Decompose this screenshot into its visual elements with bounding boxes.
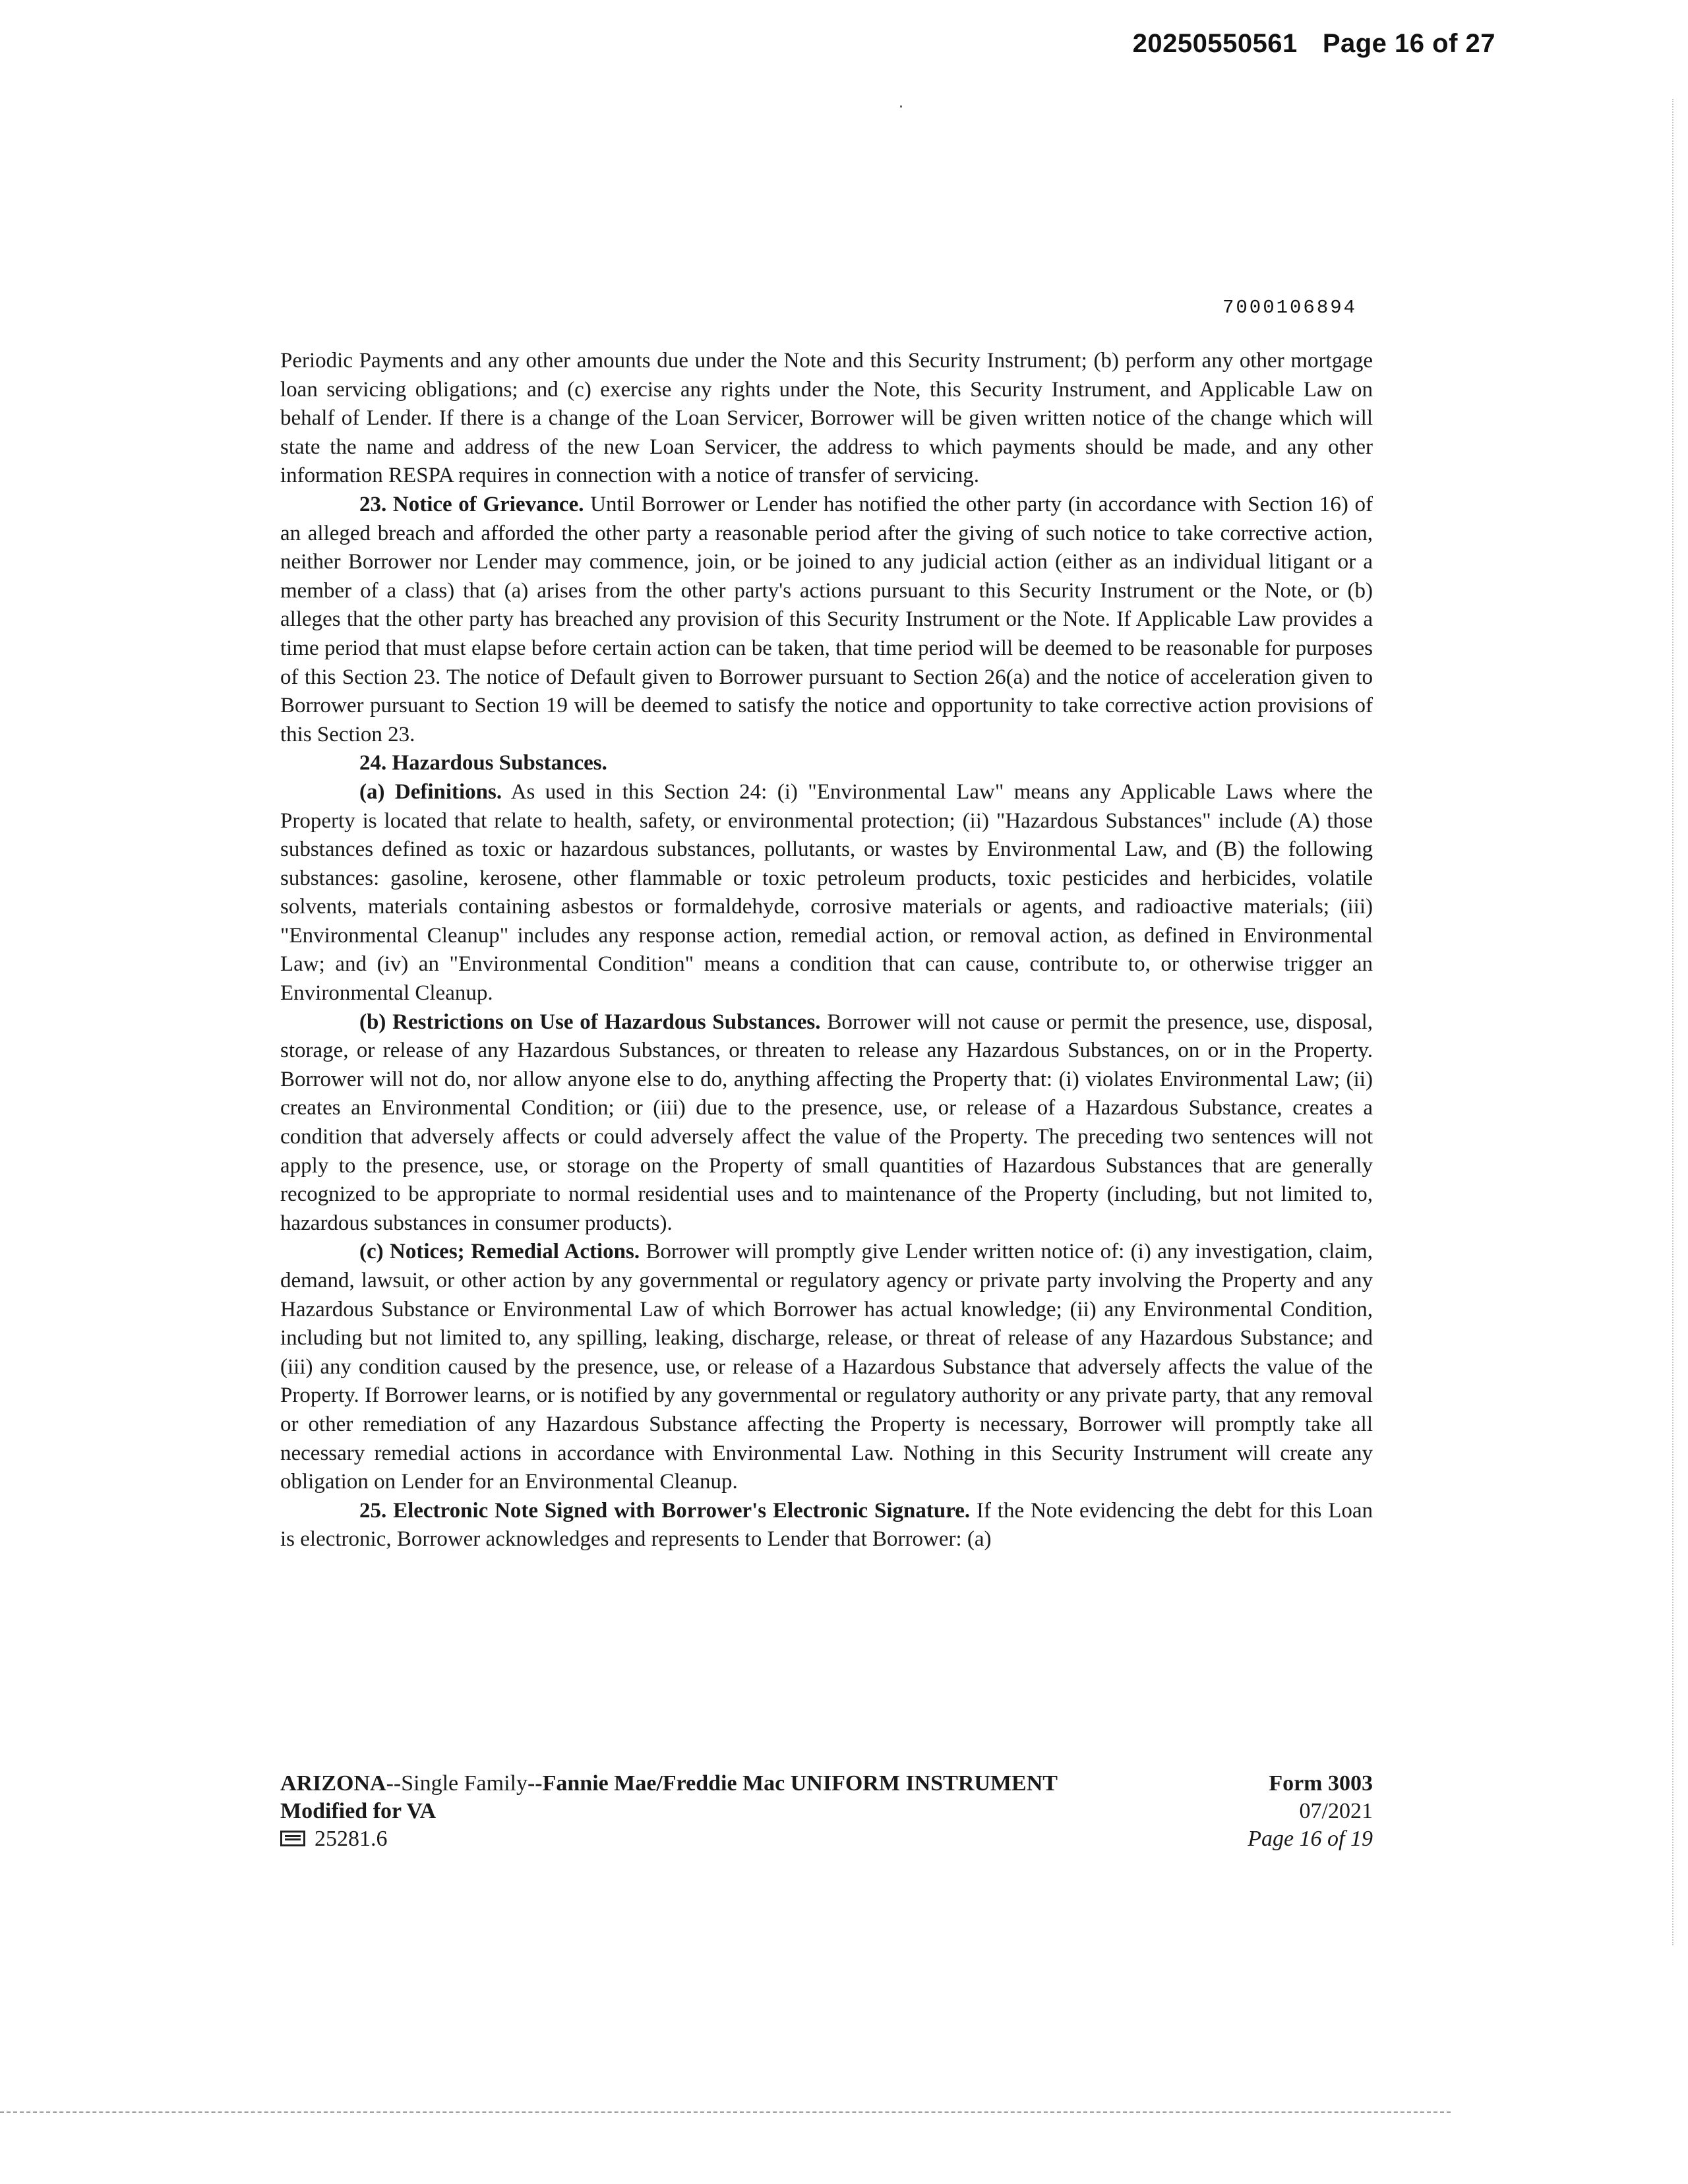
footer-state: ARIZONA: [280, 1771, 386, 1796]
section-24-heading: 24. Hazardous Substances.: [359, 751, 607, 775]
section-25-text: If the Note evidencing the debt for this Loan is electronic, Borrower acknowledges and represents to Lender that Borrower: (a): [280, 1498, 1373, 1552]
footer-form-date: 07/2021: [1299, 1799, 1373, 1823]
paragraph-24: [280, 749, 1373, 778]
section-25-heading: 25. Electronic Note Signed with Borrower's Electronic Signature.: [359, 1498, 971, 1523]
footer-page-number: Page 16 of 19: [1248, 1827, 1373, 1851]
section-24b-text: Borrower will not cause or permit the presence, use, disposal, storage, or release of any Hazardous Substances, or threaten to release any Hazardous Substances, on or in the Property. Borrower will not do, nor allow anyone else to do, anything affecting the Property that: (i) violates Environmental Law; (ii) creates an Environmental Condition; or (iii) due to the presence, use, or release of a Hazardous Substance, creates a condition that adversely affects or could adversely affect the value of the Property. The preceding two sentences will not apply to the presence, use, or storage on the Property of small quantities of Hazardous Substances that are generally recognized to be appropriate to normal residential uses and to maintenance of the Property (including, but not limited to, hazardous substances in consumer products).: [280, 1010, 1373, 1235]
footer-doc-code: 25281.6: [315, 1827, 388, 1851]
footer-code-line: [280, 1825, 1058, 1853]
section-24c-text: Borrower will promptly give Lender written notice of: (i) any investigation, claim, demand, lawsuit, or other action by any governmental or regulatory agency or private party involving the Property and any Hazardous Substance or Environmental Law of which Borrower has actual knowledge; (ii) any Environmental Condition, including but not limited to, any spilling, leaking, discharge, release, or threat of release of any Hazardous Substance; and (iii) any condition caused by the presence, use, or release of a Hazardous Substance that adversely affects the value of the Property. If Borrower learns, or is notified by any governmental or regulatory authority or any private party, that any removal or other remediation of any Hazardous Substance affecting the Property is necessary, Borrower will promptly take all necessary remedial actions in accordance with Environmental Law. Nothing in this Security Instrument will create any obligation on Lender for an Environmental Cleanup.: [280, 1240, 1373, 1494]
recording-page: Page 16 of 27: [1322, 29, 1495, 58]
paragraph-continuation: Periodic Payments and any other amounts due under the Note and this Security Instrument; (b) perform any other mortgage loan servicing obligations; and (c) exercise any rights under the Note, this Security Instrument, and Applicable Law on behalf of Lender. If there is a change of the Loan Servicer, Borrower will be given written notice of the change which will state the name and address of the new Loan Servicer, the address to which payments should be made, and any other information RESPA requires in connection with a notice of transfer of servicing.: [280, 349, 1373, 488]
section-24a-heading: (a) Definitions.: [359, 779, 502, 804]
section-24b-heading: (b) Restrictions on Use of Hazardous Substances.: [359, 1010, 821, 1034]
scan-artifact-line: [0, 2111, 1451, 2113]
footer-instrument-line: [280, 1770, 1058, 1798]
footer-modified: Modified for VA: [280, 1799, 437, 1823]
paragraph-24c: [280, 1238, 1373, 1496]
section-23-heading: 23. Notice of Grievance.: [359, 492, 584, 516]
recording-header: [1133, 29, 1495, 59]
section-24c-heading: (c) Notices; Remedial Actions.: [359, 1240, 640, 1264]
document-body: [280, 347, 1373, 1554]
section-24a-text: As used in this Section 24: (i) "Environmental Law" means any Applicable Laws where the Property is located that relate to health, safety, or environmental protection; (ii) "Hazardous Substances" include (A) those substances defined as toxic or hazardous substances, pollutants, or wastes by Environmental Law, and (B) the following substances: gasoline, kerosene, other flammable or toxic petroleum products, toxic pesticides and herbicides, volatile solvents, materials containing asbestos or formaldehyde, corrosive materials or agents, and radioactive materials; (iii) "Environmental Cleanup" includes any response action, remedial action, or removal action, as defined in Environmental Law; and (iv) an "Environmental Condition" means a condition that can cause, contribute to, or otherwise trigger an Environmental Cleanup.: [280, 779, 1373, 1006]
ellie-mae-form-icon: [280, 1831, 305, 1846]
scan-edge-marks: [1672, 99, 1673, 1945]
footer-right: [1248, 1770, 1373, 1853]
footer-modified-line: [280, 1798, 1058, 1825]
footer-separator: --: [527, 1771, 543, 1796]
footer-instrument: Fannie Mae/Freddie Mac UNIFORM INSTRUMENT: [542, 1771, 1058, 1796]
paragraph-23: [280, 491, 1373, 749]
paragraph-24b: [280, 1008, 1373, 1238]
footer-form-number: Form 3003: [1269, 1771, 1373, 1796]
scan-speck: [900, 106, 902, 107]
paragraph-25: [280, 1497, 1373, 1554]
recording-number: 20250550561: [1132, 29, 1298, 58]
loan-number: 7000106894: [1222, 297, 1358, 318]
section-23-text: Until Borrower or Lender has notified the other party (in accordance with Section 16) of an alleged breach and afforded the other party a reasonable period after the giving of such notice to take corrective action, neither Borrower nor Lender may commence, join, or be joined to any judicial action (either as an individual litigant or a member of a class) that (a) arises from the other party's actions pursuant to this Security Instrument or the Note, or (b) alleges that the other party has breached any provision of this Security Instrument or the Note. If Applicable Law provides a time period that must elapse before certain action can be taken, that time period will be deemed to be reasonable for purposes of this Section 23. The notice of Default given to Borrower pursuant to Section 26(a) and the notice of acceleration given to Borrower pursuant to Section 19 will be deemed to satisfy the notice and opportunity to take corrective action provisions of this Section 23.: [280, 492, 1373, 746]
paragraph-24a: [280, 778, 1373, 1008]
footer-left: [280, 1770, 1058, 1853]
footer-separator: --: [386, 1771, 402, 1796]
footer-family: Single Family: [401, 1771, 528, 1796]
